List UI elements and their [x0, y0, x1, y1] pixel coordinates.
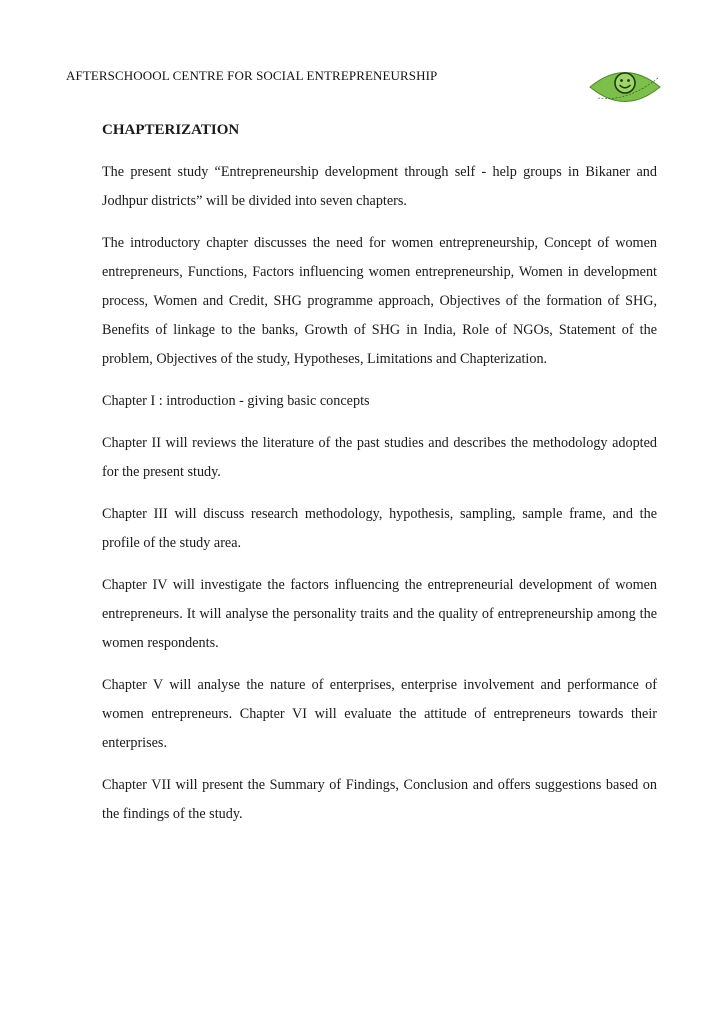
header-organization-name: AFTERSCHOOOL CENTRE FOR SOCIAL ENTREPRENEURSHIP — [66, 68, 438, 83]
section-title: CHAPTERIZATION — [102, 122, 240, 138]
paragraph-chapter-7: Chapter VII will present the Summary of Findings, Conclusion and offers suggestions based on the findings of the study. — [102, 777, 657, 822]
organization-logo — [588, 66, 662, 108]
paragraph-intro: The present study “Entrepreneurship development through self - help groups in Bikaner and Jodhpur districts” will be divided into seven chapters. — [102, 164, 657, 209]
document-body — [102, 120, 657, 842]
eye-smiley-logo-icon — [588, 66, 662, 108]
paragraph-chapter-4: Chapter IV will investigate the factors influencing the entrepreneurial development of women entrepreneurs. It will analyse the personality traits and the quality of entrepreneurship among the women respondents. — [102, 577, 657, 651]
paragraph-chapter-2: Chapter II will reviews the literature of the past studies and describes the methodology adopted for the present study. — [102, 435, 657, 480]
paragraph-introductory-chapter: The introductory chapter discusses the need for women entrepreneurship, Concept of women entrepreneurs, Functions, Factors influencing women entrepreneurship, Women in development process, Women and Credit, SHG programme approach, Objectives of the formation of SHG, Benefits of linkage to the banks, Growth of SHG in India, Role of NGOs, Statement of the problem, Objectives of the study, Hypotheses, Limitations and Chapterization. — [102, 235, 657, 367]
paragraph-chapter-3: Chapter III will discuss research methodology, hypothesis, sampling, sample frame, and the profile of the study area. — [102, 506, 657, 551]
paragraph-chapter-5-6: Chapter V will analyse the nature of enterprises, enterprise involvement and performance of women entrepreneurs. Chapter VI will evaluate the attitude of entrepreneurs towards their enterprises. — [102, 677, 657, 751]
paragraph-chapter-1: Chapter I : introduction - giving basic concepts — [102, 393, 370, 409]
